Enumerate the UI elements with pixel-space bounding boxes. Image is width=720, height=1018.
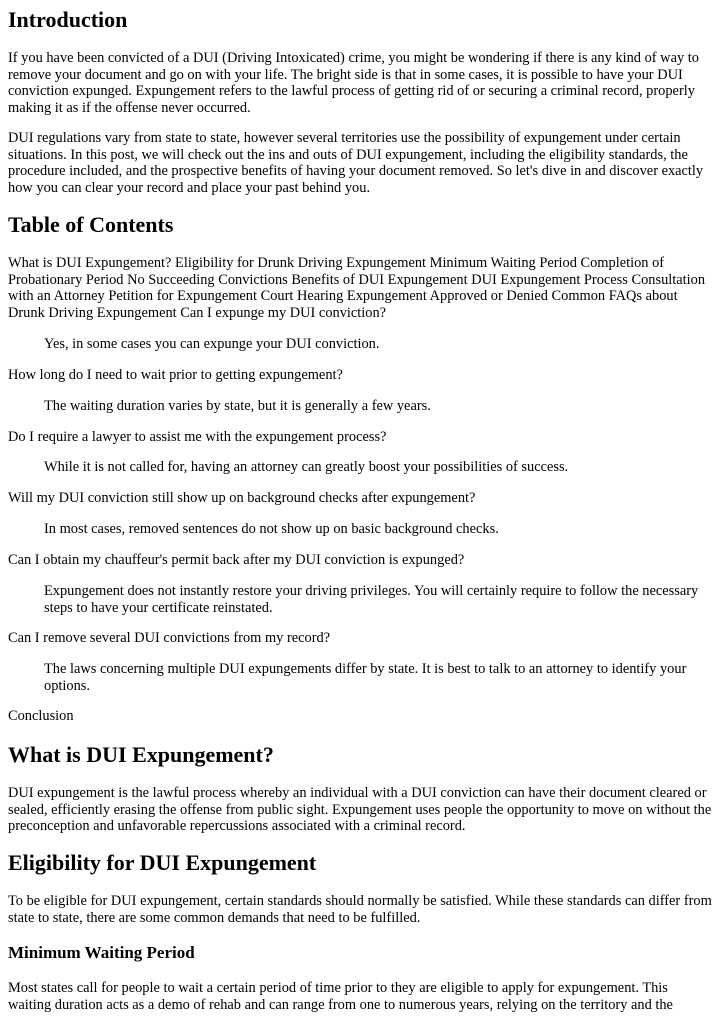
introduction-paragraph-1: If you have been convicted of a DUI (Driving Intoxicated) crime, you might be wondering if there is any kind of way to remove your document and go on with your life. The bright side is that in some cases, it is possible to have your DUI conviction expunged. Expungement refers to the lawful process of getting rid of or securing a criminal record, properly making it as if the offense never occurred. xyxy=(8,50,699,116)
minimum-waiting-period-paragraph: Most states call for people to wait a certain period of time prior to they are eligible to apply for expungement. This waiting duration acts as a demo of rehab and can range from one to numerous years, relying on the territory and the xyxy=(8,980,673,1013)
faq-answer-5: Expungement does not instantly restore your driving privileges. You will certainly require to follow the necessary steps to have your certificate reinstated. xyxy=(44,583,699,616)
faq-question-3: Do I require a lawyer to assist me with the expungement process? xyxy=(8,429,387,445)
faq-question-6: Can I remove several DUI convictions from my record? xyxy=(8,630,331,646)
table-of-contents-text: What is DUI Expungement? Eligibility for Drunk Driving Expungement Minimum Waiting Period Completion of Probationary Period No Succeeding Convictions Benefits of DUI Expungement DUI Expungement Process Consultation with an Attorney Petition for Expungement Court Hearing Expungement Approved or Denied Common FAQs about Drunk Driving Expungement Can I expunge my DUI conviction? xyxy=(8,255,706,321)
faq-answer-6: The laws concerning multiple DUI expungements differ by state. It is best to talk to an attorney to identify your options. xyxy=(44,661,687,694)
table-of-contents-heading: Table of Contents xyxy=(8,212,174,237)
what-is-dui-expungement-heading: What is DUI Expungement? xyxy=(8,742,274,767)
faq-question-5: Can I obtain my chauffeur's permit back after my DUI conviction is expunged? xyxy=(8,552,465,568)
eligibility-heading: Eligibility for DUI Expungement xyxy=(8,850,317,875)
minimum-waiting-period-heading: Minimum Waiting Period xyxy=(8,943,195,962)
faq-answer-4: In most cases, removed sentences do not show up on basic background checks. xyxy=(44,521,499,537)
introduction-paragraph-2: DUI regulations vary from state to state, however several territories use the possibility of expungement under certain situations. In this post, we will check out the ins and outs of DUI expungement, including the eligibility standards, the procedure included, and the prospective benefits of having your document removed. So let's dive in and discover exactly how you can clear your record and place your past behind you. xyxy=(8,130,704,196)
faq-answer-2: The waiting duration varies by state, but it is generally a few years. xyxy=(44,398,431,414)
faq-question-2: How long do I need to wait prior to getting expungement? xyxy=(8,367,343,383)
faq-question-4: Will my DUI conviction still show up on background checks after expungement? xyxy=(8,490,476,506)
conclusion-label: Conclusion xyxy=(8,708,74,724)
what-is-dui-expungement-paragraph: DUI expungement is the lawful process whereby an individual with a DUI conviction can have their document cleared or sealed, efficiently erasing the offense from public sight. Expungement uses people the opportunity to move on without the preconception and unfavorable repercussions associated with a criminal record. xyxy=(8,785,712,834)
introduction-heading: Introduction xyxy=(8,7,128,32)
faq-answer-1: Yes, in some cases you can expunge your DUI conviction. xyxy=(44,336,380,352)
faq-answer-3: While it is not called for, having an attorney can greatly boost your possibilities of success. xyxy=(44,459,569,475)
eligibility-paragraph: To be eligible for DUI expungement, certain standards should normally be satisfied. While these standards can differ from state to state, there are some common demands that need to be fulfilled. xyxy=(8,893,712,926)
